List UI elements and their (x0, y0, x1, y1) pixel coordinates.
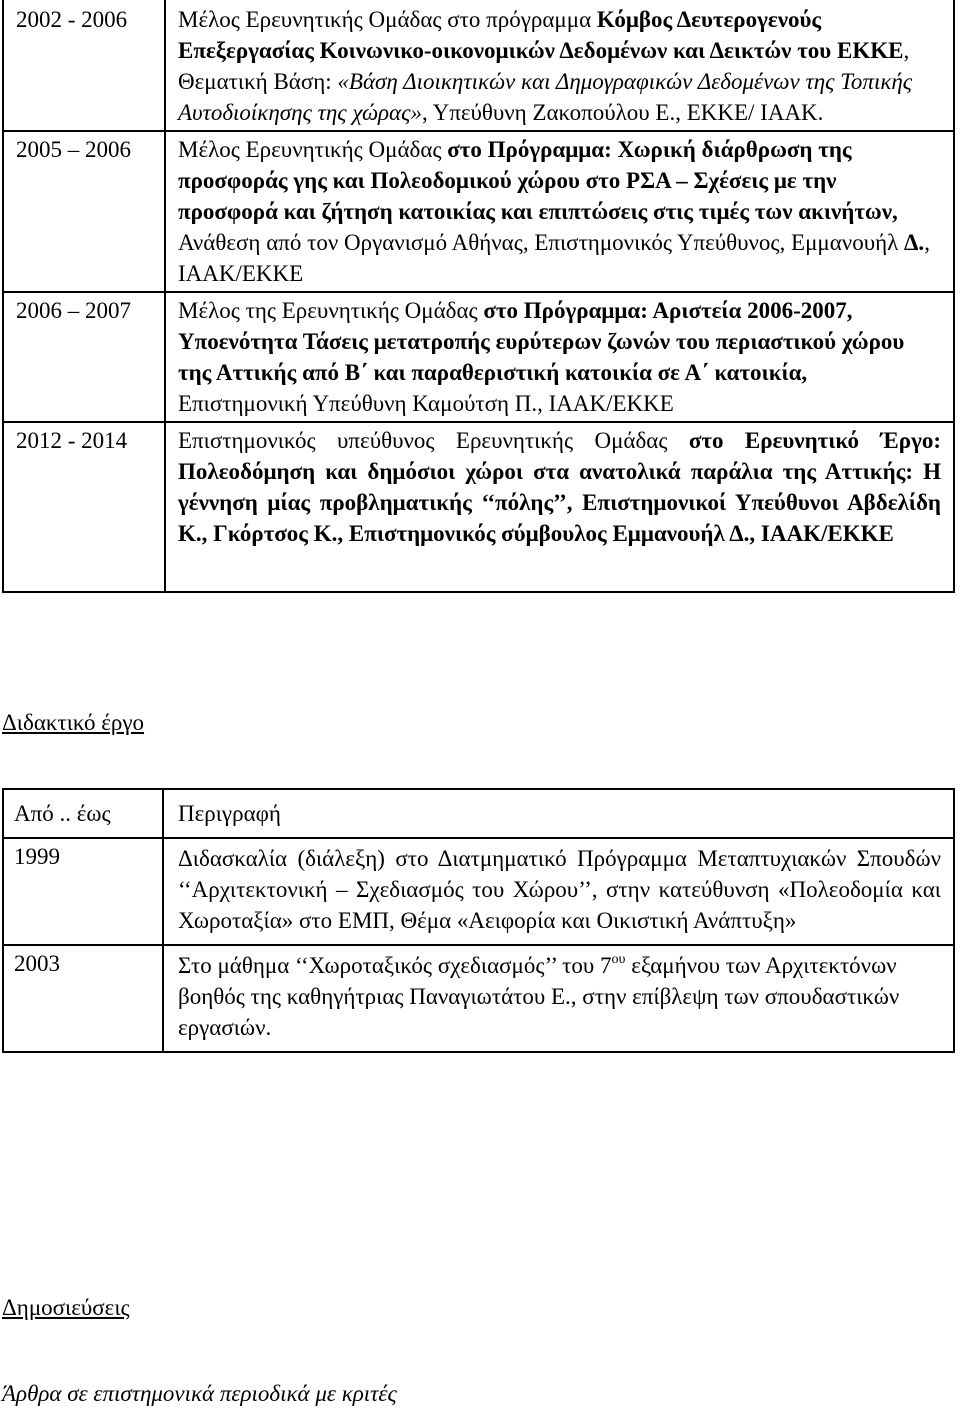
publications-heading: Δημοσιεύσεις (2, 1295, 130, 1320)
description-text: , ΙΑΑΚ/ΕΚΚΕ (178, 230, 930, 286)
description-text: Μέλος Ερευνητικής Ομάδας στο πρόγραμμα (178, 7, 597, 32)
column-header-period: Από .. έως (3, 789, 163, 838)
program-title: στο Πρόγραμμα: Αριστεία 2006-2007, Υποενότητα Τάσεις μετατροπής ευρύτερων ζωνών του περιαστικού χώρου της Αττικής από Β΄ και παραθεριστική κατοικία σε Α΄ κατοικία, (178, 298, 905, 385)
table-row (3, 292, 954, 422)
description-text: Μέλος Ερευνητικής Ομάδας (178, 137, 448, 162)
research-projects-table (2, 0, 955, 593)
description-text: εξαμήνου των Αρχιτεκτόνων βοηθός της καθηγήτριας Παναγιωτάτου Ε., στην επίβλεψη των σπουδαστικών εργασιών. (178, 953, 900, 1040)
description-cell (165, 0, 954, 131)
table-row (3, 945, 954, 1052)
table-row (3, 131, 954, 292)
table-row (3, 0, 954, 131)
ordinal-superscript: ου (611, 952, 626, 967)
table-row (3, 422, 954, 592)
description-text: Ανάθεση από τον Οργανισμό Αθήνας, Επιστημονικός Υπεύθυνος, Εμμανουήλ (178, 230, 905, 255)
description-cell (165, 131, 954, 292)
table-header-row (3, 789, 954, 838)
period-cell: 2005 – 2006 (3, 131, 165, 292)
program-title: Κόμβος Δευτερογενούς Επεξεργασίας Κοινωνικο-οικονομικών Δεδομένων και Δεικτών του ΕΚΚΕ (178, 7, 904, 63)
description-text: , Θεματική Βάση: (178, 38, 910, 94)
articles-subheading: Άρθρα σε επιστημονικά περιοδικά με κριτές (2, 1381, 397, 1406)
period-cell: 2012 - 2014 (3, 422, 165, 592)
description-cell (163, 945, 954, 1052)
description-cell (165, 422, 954, 592)
description-text: Δ. (904, 230, 925, 255)
teaching-table (2, 788, 955, 1053)
description-text: Επιστημονικός υπεύθυνος Ερευνητικής Ομάδας (178, 428, 689, 453)
period-cell: 1999 (3, 838, 163, 945)
program-title: στο Ερευνητικό Έργο: Πολεοδόμηση και δημόσιοι χώροι στα ανατολικά παράλια της Αττικής: Η γέννηση μίας προβληματικής ‘‘πόλης’’, Επιστημονικοί Υπεύθυνοι Αβδελίδη Κ., Γκόρτσος Κ., Επιστημονικός σύμβουλος Εμμανουήλ Δ., ΙΑΑΚ/ΕΚΚΕ (178, 428, 941, 546)
thematic-base-title: «Βάση Διοικητικών και Δημογραφικών Δεδομένων της Τοπικής Αυτοδιοίκησης της χώρας» (178, 69, 913, 125)
description-cell: Διδασκαλία (διάλεξη) στο Διατμηματικό Πρόγραμμα Μεταπτυχιακών Σπουδών ‘‘Αρχιτεκτονική – Σχεδιασμός του Χώρου’’, στην κατεύθυνση «Πολεοδομία και Χωροταξία» στο ΕΜΠ, Θέμα «Αειφορία και Οικιστική Ανάπτυξη» (163, 838, 954, 945)
description-text: Επιστημονική Υπεύθυνη Καμούτση Π., ΙΑΑΚ/ΕΚΚΕ (178, 391, 674, 416)
description-text: , Υπεύθυνη Ζακοπούλου Ε., ΕΚΚΕ/ ΙΑΑΚ. (421, 100, 824, 125)
program-title: στο Πρόγραμμα: Χωρική διάρθρωση της προσφοράς γης και Πολεοδομικού χώρου στο ΡΣΑ – Σχέσεις με την προσφορά και ζήτηση κατοικίας και επιπτώσεις στις τιμές των ακινήτων, (178, 137, 898, 224)
table-row (3, 838, 954, 945)
column-header-description: Περιγραφή (163, 789, 954, 838)
period-cell: 2003 (3, 945, 163, 1052)
description-text: Στο μάθημα ‘‘Χωροταξικός σχεδιασμός’’ του 7 (178, 953, 612, 978)
description-cell (165, 292, 954, 422)
teaching-heading: Διδακτικό έργο (2, 710, 145, 735)
description-text: Μέλος της Ερευνητικής Ομάδας (178, 298, 484, 323)
period-cell: 2006 – 2007 (3, 292, 165, 422)
period-cell: 2002 - 2006 (3, 0, 165, 131)
